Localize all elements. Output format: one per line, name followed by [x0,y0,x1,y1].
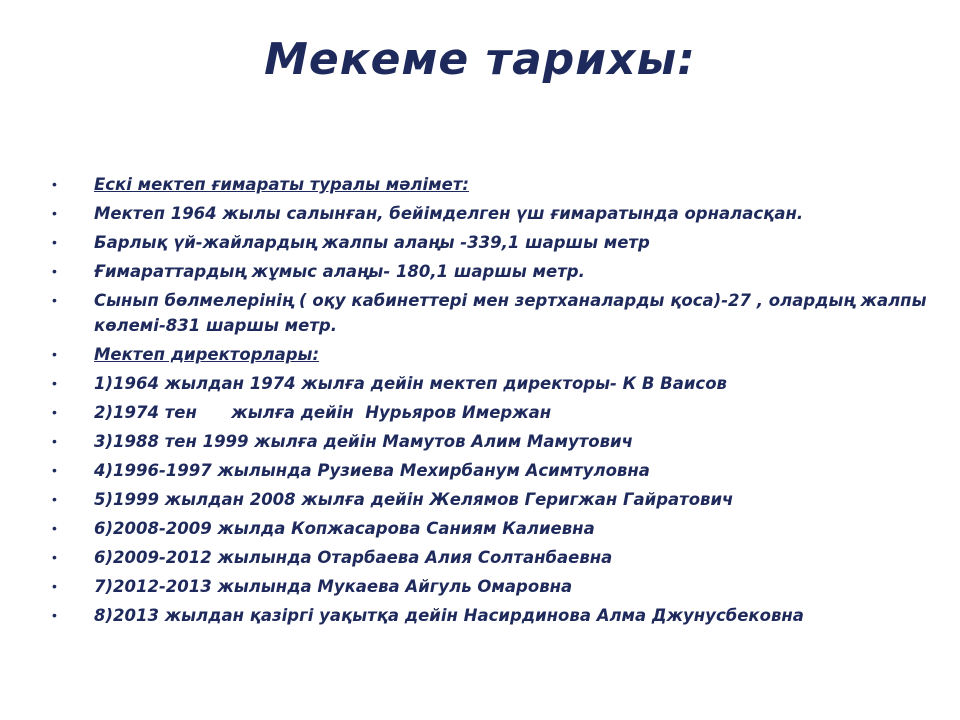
bullet-icon: • [52,433,57,449]
list-item [52,369,932,398]
list-item-text: Барлық үй-жайлардың жалпы алаңы -339,1 шаршы метр [94,233,650,252]
list-item [52,398,932,427]
bullet-icon: • [52,462,57,478]
list-item [52,543,932,572]
list-item-text: 3)1988 тен 1999 жылға дейін Мамутов Алим Мамутович [94,432,633,451]
bullet-icon: • [52,292,57,308]
bullet-icon: • [52,607,57,623]
list-item-text: 1)1964 жылдан 1974 жылға дейін мектеп директоры- К В Ваисов [94,374,727,393]
list-item [52,514,932,543]
bullet-icon: • [52,578,57,594]
list-item-text: Мектеп 1964 жылы салынған, бейімделген үш ғимаратында орналасқан. [94,204,804,223]
bullet-icon: • [52,520,57,536]
list-item-text: 7)2012-2013 жылында Мукаева Айгуль Омаровна [94,577,573,596]
bullet-icon: • [52,375,57,391]
list-item-text: Мектеп директорлары: [94,345,320,364]
list-item-text: Ғимараттардың жұмыс алаңы- 180,1 шаршы метр. [94,262,585,281]
bullet-icon: • [52,346,57,362]
list-item-text: 2)1974 тен жылға дейін Нурьяров Имержан [94,403,552,422]
list-item [52,228,932,257]
list-item [52,601,932,630]
bullet-icon: • [52,234,57,250]
bullet-icon: • [52,176,57,192]
list-item-text: 4)1996-1997 жылында Рузиева Мехирбанум Асимтуловна [94,461,650,480]
slide-title: Мекеме тарихы: [264,34,696,85]
list-item [52,456,932,485]
list-item-text: 6)2008-2009 жылда Копжасарова Саниям Калиевна [94,519,595,538]
bullet-icon: • [52,491,57,507]
bullet-icon: • [52,263,57,279]
list-item [52,199,932,228]
list-item-text: Ескі мектеп ғимараты туралы мәлімет: [94,175,470,194]
list-item-text: Сынып бөлмелерінің ( оқу кабинеттері мен зертханаларды қоса)-27 , олардың жалпы көлемі-831 шаршы метр. [94,291,927,335]
list-item [52,572,932,601]
list-item [52,286,932,340]
list-item-text: 5)1999 жылдан 2008 жылға дейін Желямов Геригжан Гайратович [94,490,734,509]
list-item-text: 8)2013 жылдан қазіргі уақытқа дейін Насирдинова Алма Джунусбековна [94,606,804,625]
bullet-icon: • [52,549,57,565]
list-item [52,170,932,199]
list-item [52,485,932,514]
list-item [52,427,932,456]
list-item [52,340,932,369]
bullet-icon: • [52,205,57,221]
bullet-icon: • [52,404,57,420]
list-item [52,257,932,286]
list-item-text: 6)2009-2012 жылында Отарбаева Алия Солтанбаевна [94,548,613,567]
bullet-list [52,170,932,630]
